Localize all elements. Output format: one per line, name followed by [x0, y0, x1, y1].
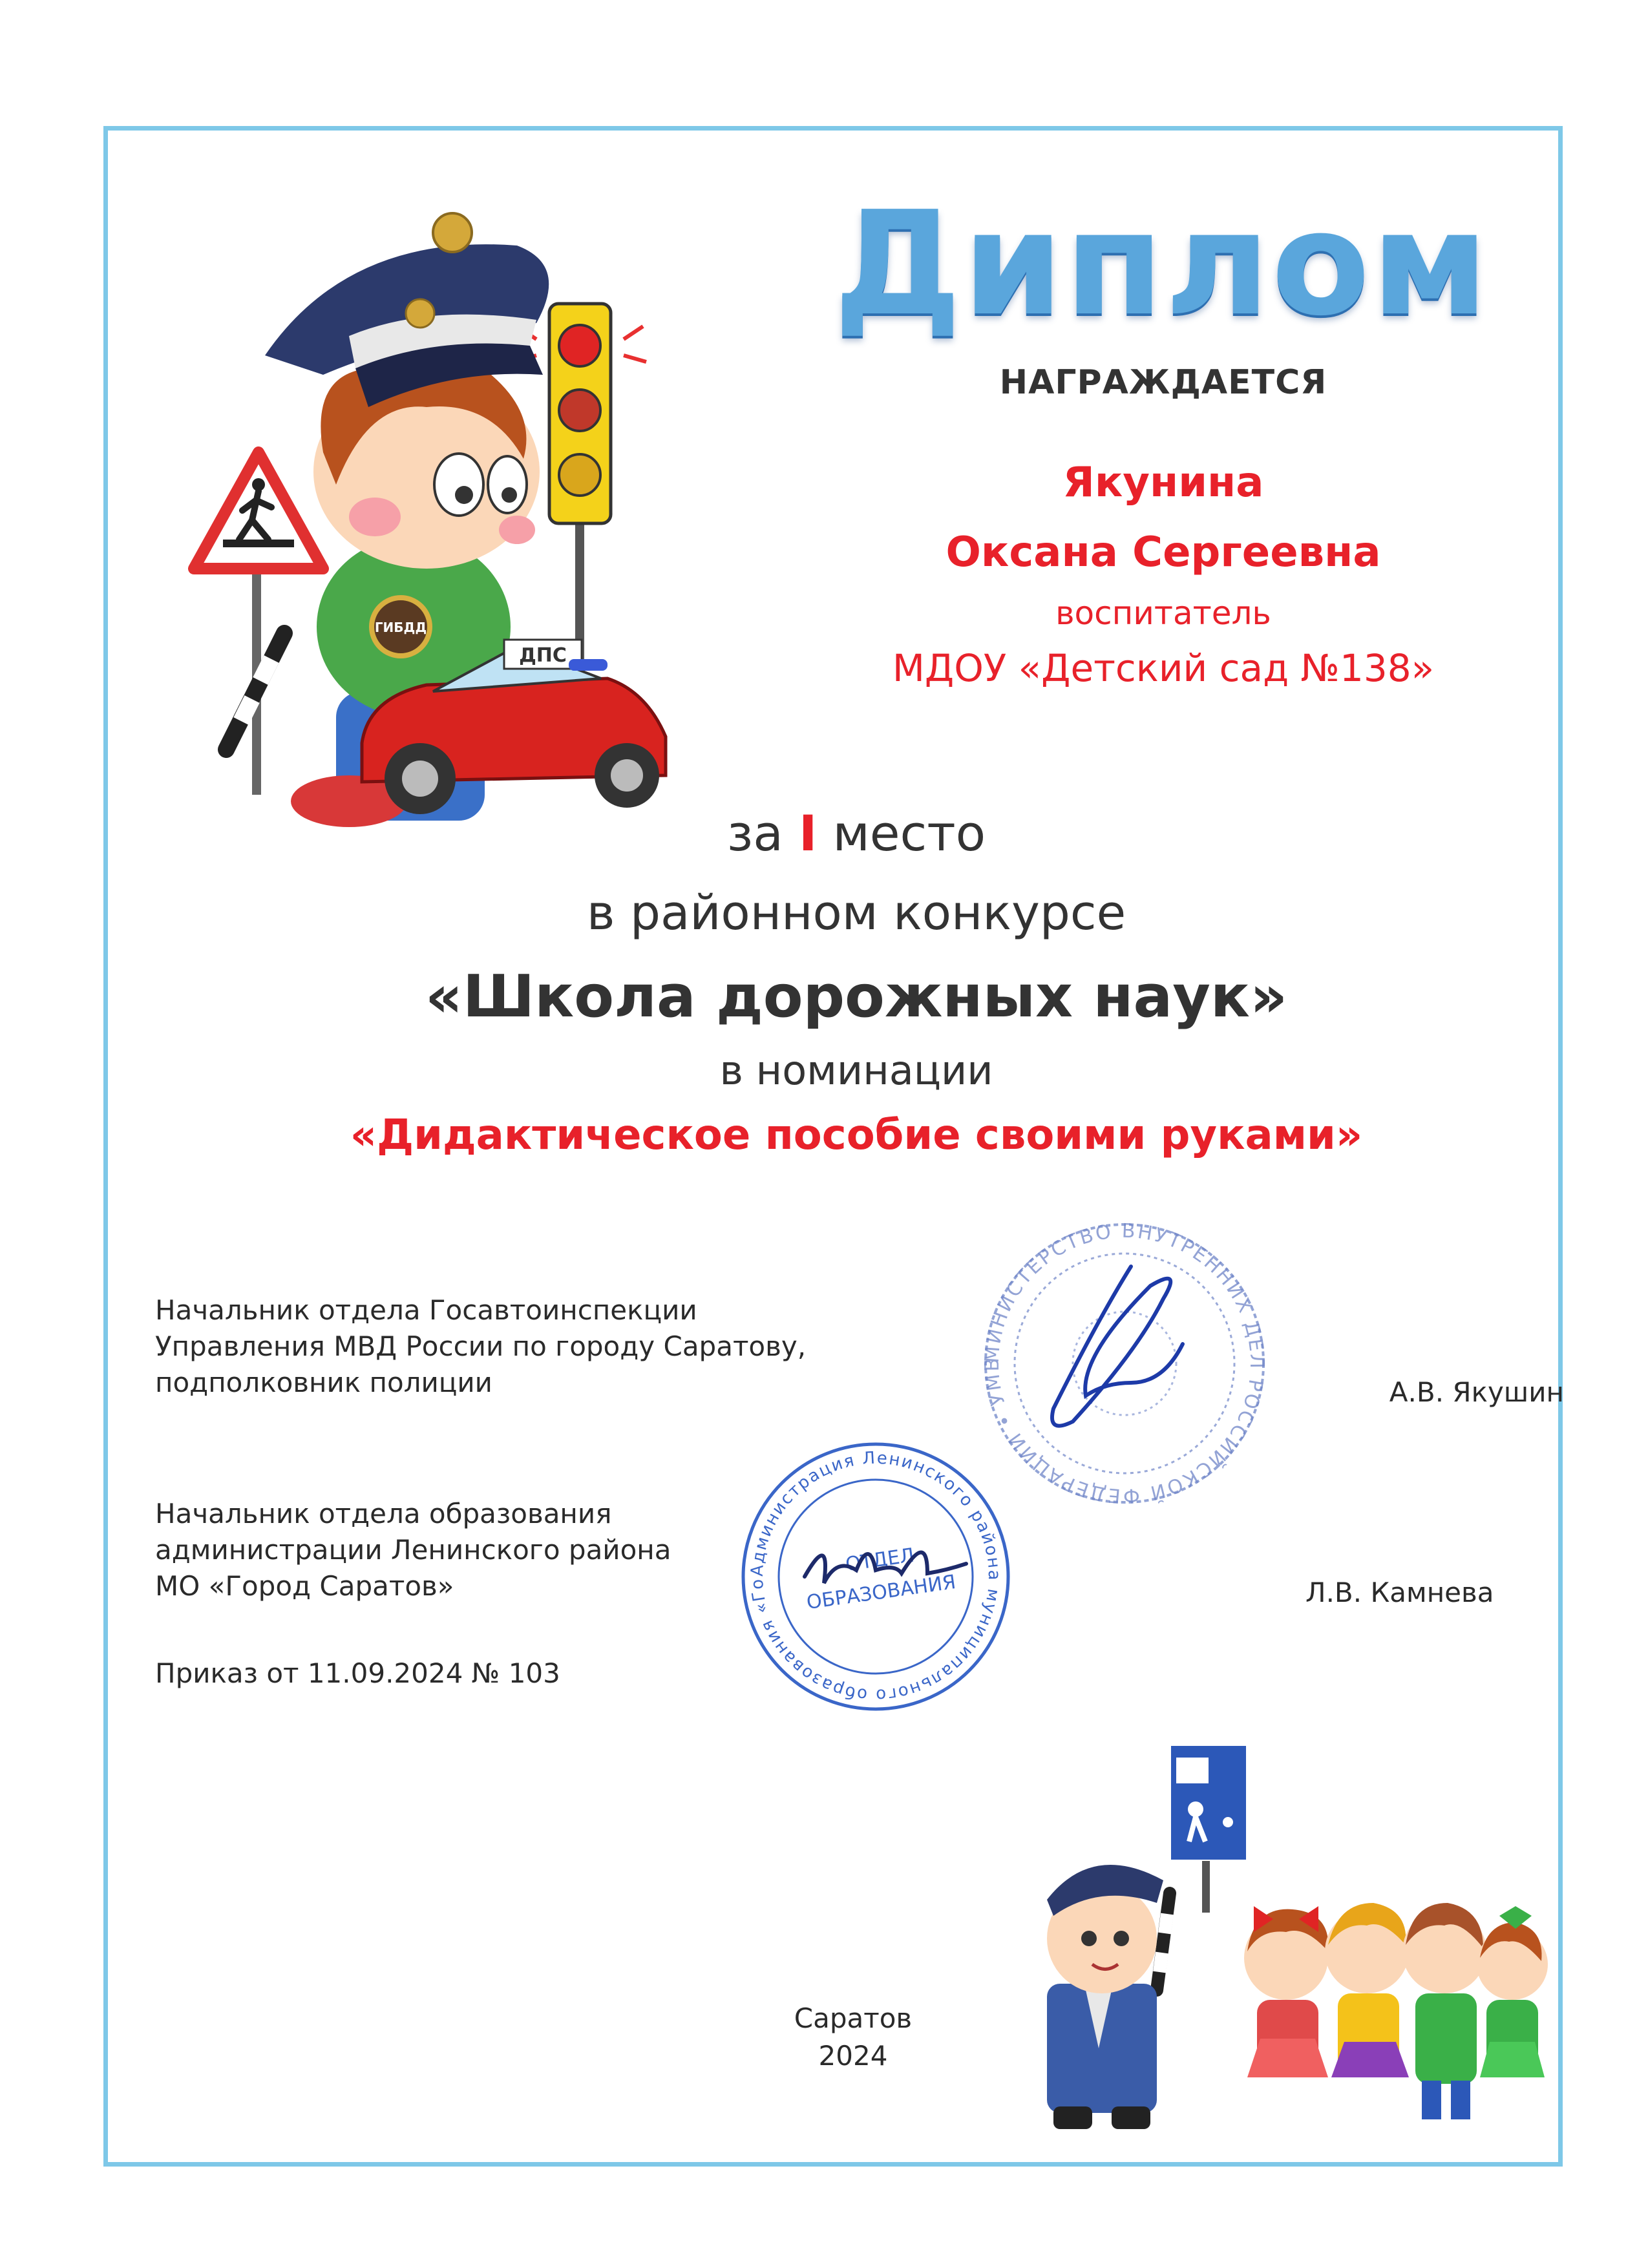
recipient-position: воспитатель	[1055, 594, 1271, 632]
recipient-organization: МДОУ «Детский сад №138»	[892, 646, 1435, 690]
inspector-boy-illustration	[155, 181, 672, 827]
gibdd-stamp-ring-text: МИНИСТЕРСТВО ВНУТРЕННИХ ДЕЛ РОССИЙСКОЙ ФЕДЕРАЦИИ • УМВД РОССИИ ПО ГОРОДУ САРАТОВУ •	[960, 1197, 1269, 1507]
nomination-name: «Дидактическое пособие своими руками»	[350, 1111, 1363, 1159]
education-stamp-center-1: ОТДЕЛ	[844, 1544, 916, 1577]
education-stamp-center-2: ОБРАЗОВАНИЯ	[805, 1571, 958, 1615]
award-place	[436, 804, 1276, 862]
signatory-1-name: А.В. Якушин	[1389, 1376, 1564, 1408]
order-reference: Приказ от 11.09.2024 № 103	[155, 1657, 560, 1689]
footer-place-date	[724, 2000, 982, 2075]
education-stamp-ring-text: Администрация Ленинского района муниципального образования «Город Саратов»	[726, 1420, 1004, 1705]
award-place-number: I	[799, 804, 818, 862]
dps-car-sign-text: ДПС	[519, 644, 567, 667]
children-crossing-illustration	[982, 1745, 1545, 2145]
gibdd-badge-text: ГИБДД	[374, 620, 427, 635]
footer-year: 2024	[818, 2040, 888, 2072]
recipient-given-names: Оксана Сергеевна	[945, 529, 1381, 576]
signatory-2-title-line: администрации Ленинского района	[155, 1534, 671, 1566]
signatory-2-name: Л.В. Камнева	[1305, 1577, 1494, 1608]
nomination-label: в номинации	[719, 1047, 993, 1094]
award-place-prefix: за	[726, 804, 783, 862]
contest-prefix: в районном конкурсе	[586, 885, 1126, 941]
diploma-title: Диплом	[834, 181, 1490, 348]
signatory-1-title	[155, 1292, 931, 1401]
recipient-surname: Якунина	[1062, 459, 1264, 507]
footer-city: Саратов	[794, 2002, 913, 2034]
award-place-suffix: место	[832, 804, 986, 862]
awarded-label: НАГРАЖДАЕТСЯ	[999, 363, 1327, 402]
contest-name: «Школа дорожных наук»	[425, 963, 1288, 1031]
signatory-1-title-line: Начальник отдела Госавтоинспекции	[155, 1294, 697, 1326]
signatory-2-title	[155, 1496, 931, 1604]
signatory-2-title-line: МО «Город Саратов»	[155, 1570, 454, 1602]
signatory-1-title-line: подполковник полиции	[155, 1367, 492, 1398]
signatory-1-title-line: Управления МВД России по городу Саратову,	[155, 1330, 807, 1362]
signatory-2-title-line: Начальник отдела образования	[155, 1498, 612, 1529]
